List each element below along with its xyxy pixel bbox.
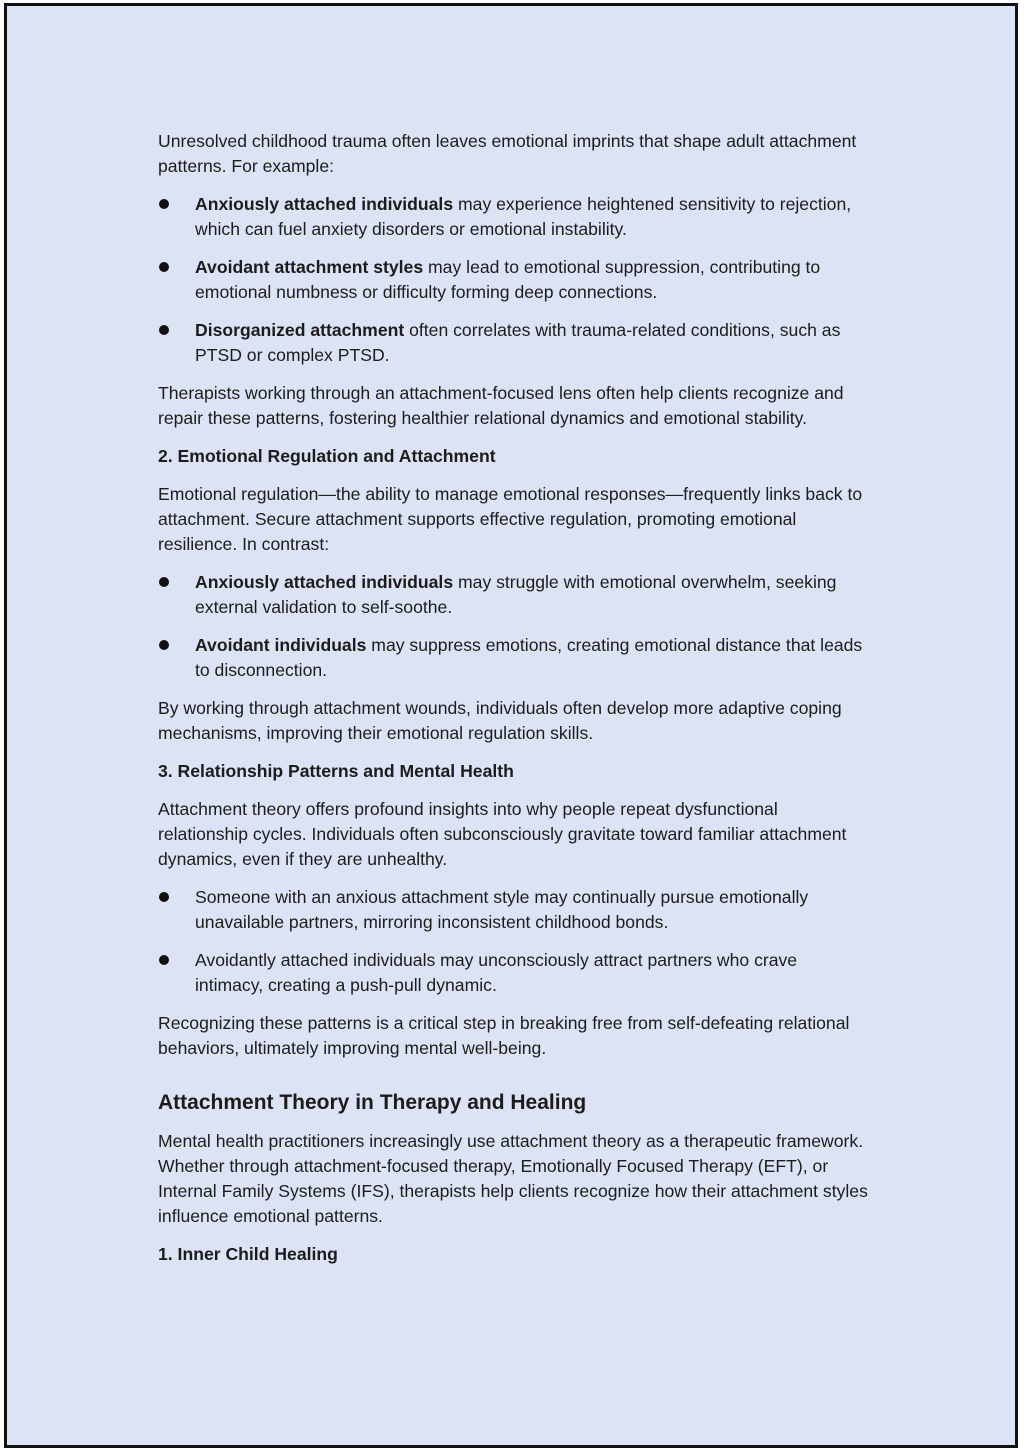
- list-item: [158, 948, 870, 998]
- document-page: [4, 3, 1018, 1448]
- therapy-section-paragraph: Mental health practitioners increasingly use attachment theory as a therapeutic framework. Whether through attachment-focused therapy, Emotionally Focused Therapy (EFT), or Internal Family Systems (IFS), therapists help clients recognize how their attachment styles influence emotional patterns.: [158, 1131, 868, 1226]
- relationship-bullet-list: [158, 885, 870, 998]
- bullet-term: Disorganized attachment: [195, 320, 405, 340]
- bullet-icon: [159, 892, 169, 902]
- section-2-heading: 2. Emotional Regulation and Attachment: [158, 446, 496, 466]
- bullet-text: may lead to emotional suppression, contributing to emotional numbness or difficulty forming deep connections.: [195, 257, 821, 302]
- bullet-icon: [159, 262, 169, 272]
- therapy-section-heading: Attachment Theory in Therapy and Healing: [158, 1091, 587, 1114]
- list-item: [158, 570, 870, 620]
- list-item: [158, 633, 870, 683]
- bullet-icon: [159, 325, 169, 335]
- bullet-icon: [159, 955, 169, 965]
- section-2-closing-paragraph: By working through attachment wounds, individuals often develop more adaptive coping mechanisms, improving their emotional regulation skills.: [158, 698, 842, 743]
- bullet-icon: [159, 199, 169, 209]
- bullet-text: may suppress emotions, creating emotional distance that leads to disconnection.: [195, 635, 863, 680]
- list-item: [158, 318, 870, 368]
- section-3-closing-paragraph: Recognizing these patterns is a critical step in breaking free from self-defeating relational behaviors, ultimately improving mental well-being.: [158, 1013, 850, 1058]
- regulation-bullet-list: [158, 570, 870, 683]
- inner-child-heading: 1. Inner Child Healing: [158, 1244, 338, 1264]
- bullet-text: may experience heightened sensitivity to rejection, which can fuel anxiety disorders or emotional instability.: [195, 194, 852, 239]
- list-item: [158, 192, 870, 242]
- bullet-term: Anxiously attached individuals: [195, 572, 454, 592]
- bullet-text: Avoidantly attached individuals may unconsciously attract partners who crave intimacy, creating a push-pull dynamic.: [195, 950, 798, 995]
- intro-closing-paragraph: Therapists working through an attachment-focused lens often help clients recognize and repair these patterns, fostering healthier relational dynamics and emotional stability.: [158, 383, 844, 428]
- bullet-term: Avoidant individuals: [195, 635, 367, 655]
- bullet-text: Someone with an anxious attachment style may continually pursue emotionally unavailable partners, mirroring inconsistent childhood bonds.: [195, 887, 809, 932]
- document-body: [158, 129, 870, 1280]
- section-3-paragraph: Attachment theory offers profound insights into why people repeat dysfunctional relationship cycles. Individuals often subconsciously gravitate toward familiar attachment dynamics, even if they are unhealthy.: [158, 799, 847, 869]
- bullet-text: often correlates with trauma-related conditions, such as PTSD or complex PTSD.: [195, 320, 841, 365]
- bullet-term: Avoidant attachment styles: [195, 257, 424, 277]
- trauma-bullet-list: [158, 192, 870, 368]
- section-3-heading: 3. Relationship Patterns and Mental Health: [158, 761, 514, 781]
- list-item: [158, 885, 870, 935]
- intro-paragraph: Unresolved childhood trauma often leaves emotional imprints that shape adult attachment patterns. For example:: [158, 131, 857, 176]
- bullet-text: may struggle with emotional overwhelm, seeking external validation to self-soothe.: [195, 572, 837, 617]
- section-2-paragraph: Emotional regulation—the ability to manage emotional responses—frequently links back to attachment. Secure attachment supports effective regulation, promoting emotional resilience. In contrast:: [158, 484, 863, 554]
- list-item: [158, 255, 870, 305]
- bullet-term: Anxiously attached individuals: [195, 194, 454, 214]
- bullet-icon: [159, 577, 169, 587]
- bullet-icon: [159, 640, 169, 650]
